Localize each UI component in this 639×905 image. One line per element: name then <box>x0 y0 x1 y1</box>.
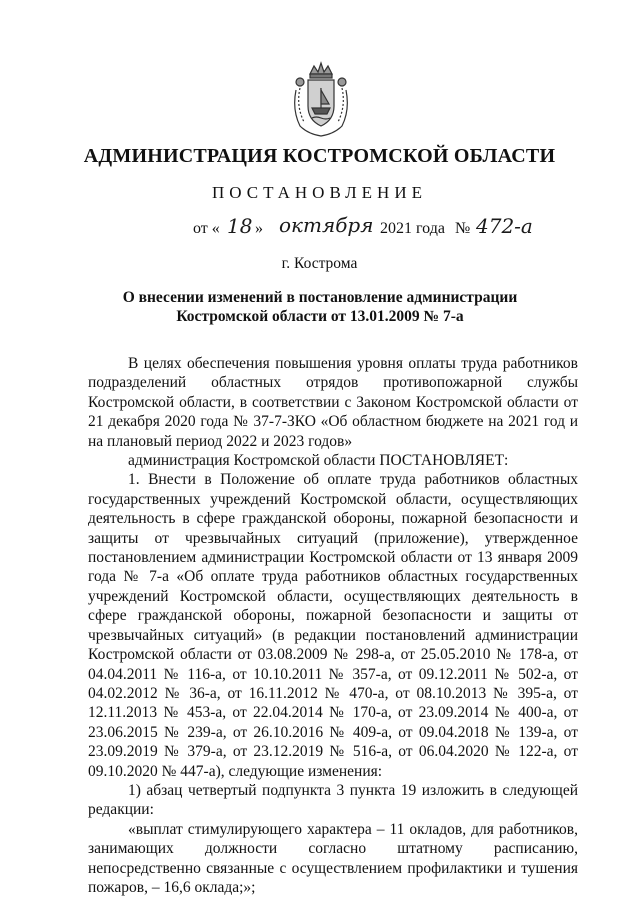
body-paragraph-resolves: администрация Костромской области ПОСТАНОВЛЯЕТ: <box>128 452 509 470</box>
document-number: 472-а <box>476 214 533 238</box>
body-paragraph-subitem-1: 1) абзац четвертый подпункта 3 пункта 19 изложить в следующей редакции: <box>88 781 578 819</box>
date-day-close: » <box>255 220 263 237</box>
organization-title: АДМИНИСТРАЦИЯ КОСТРОМСКОЙ ОБЛАСТИ <box>83 145 556 167</box>
date-line <box>193 214 573 244</box>
body-paragraph-item-1: 1. Внести в Положение об оплате труда работников областных государственных учреждений Костромской области, осуществляющих деятельность в сфере гражданской обороны, пожарной безопасности и защиты от чрезвычайных ситуаций (приложение), утвержденное постановлением администрации Костромской области от 13 января 2009 года № 7-а «Об оплате труда работников областных государственных учреждений Костромской области, осуществляющих деятельность в сфере гражданской обороны, пожарной безопасности и защиты от чрезвычайных ситуаций» (в редакции постановлений администрации Костромской области от 03.08.2009 № 298-а, от 25.05.2010 № 178-а, от 04.04.2011 № 116-а, от 10.10.2011 № 357-а, от 09.12.2011 № 502-а, от 04.02.2012 № 36-а, от 16.11.2012 № 470-а, от 08.10.2013 № 395-а, от 12.11.2013 № 453-а, от 22.04.2014 № 170-а, от 23.09.2014 № 400-а, от 23.06.2015 № 239-а, от 26.10.2016 № 409-а, от 09.04.2018 № 139-а, от 23.09.2019 № 379-а, от 23.12.2019 № 516-а, от 06.04.2020 № 122-а, от 09.10.2020 № 447-а), следующие изменения: <box>88 471 578 780</box>
city-line: г. Кострома <box>281 255 358 272</box>
document-type: ПОСТАНОВЛЕНИЕ <box>211 183 427 202</box>
date-prefix: от « <box>193 220 220 237</box>
coat-of-arms-icon <box>288 60 354 138</box>
date-year: 2021 года <box>380 220 445 237</box>
body-paragraph-preamble: В целях обеспечения повышения уровня оплаты труда работников подразделений областных отрядов противопожарной службы Костромской области, в соответствии с Законом Костромской области от 21 декабря 2020 года № 37-7-ЗКО «Об областном бюджете на 2021 год и на плановый период 2022 и 2023 годов» <box>88 355 578 450</box>
body-paragraph-quote: «выплат стимулирующего характера – 11 окладов, для работников, занимающих должности согласно штатному расписанию, непосредственно связанные с осуществлением профилактики и тушения пожаров, – 16,6 оклада;»; <box>88 820 578 896</box>
number-prefix: № <box>455 220 471 237</box>
date-day: 18 <box>227 214 253 238</box>
document-subject: О внесении изменений в постановление администрации Костромской области от 13.01.2009 № 7-а <box>122 289 518 325</box>
document-body <box>88 354 578 897</box>
date-month: октября <box>279 213 374 237</box>
